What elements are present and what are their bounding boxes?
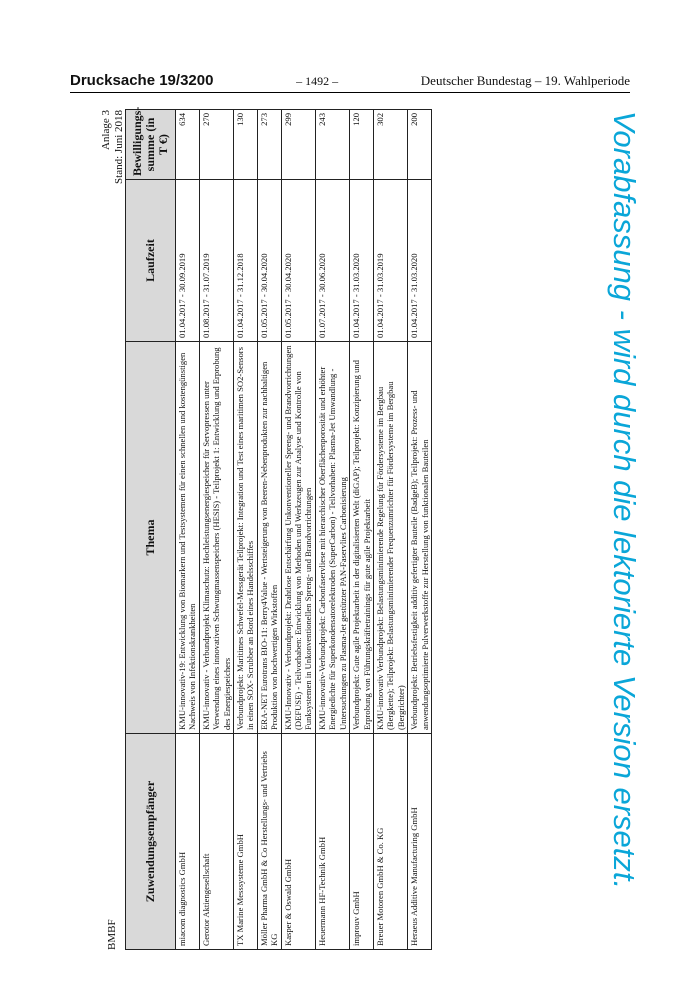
funding-table — [125, 106, 432, 950]
duration-cell: 01.04.2017 - 31.03.2020 — [350, 180, 374, 342]
recipient-cell: Möller Pharma GmbH & Co Herstellungs- und Vertriebs KG — [257, 734, 281, 950]
duration-cell: 01.04.2017 - 31.03.2020 — [408, 180, 432, 342]
landscape-header — [100, 110, 124, 950]
recipient-cell: Kasper & Oswald GmbH — [281, 734, 315, 950]
annex-info — [100, 110, 126, 184]
duration-cell: 01.04.2017 - 30.09.2019 — [176, 180, 200, 342]
table-row — [315, 110, 349, 950]
topic-cell: Verbundprojekt: Maritimes Schwefel-Messgerät Teilprojekt: Integration und Test eines maritimen SO2-Sensors in einen SOX- Scrubber an Bord eines Handelsschiffes — [234, 342, 258, 734]
table-row — [373, 110, 407, 950]
table-row — [176, 110, 200, 950]
table-row — [257, 110, 281, 950]
topic-cell: Verbundprojekt: Betriebsfestigkeit additiv gefertigter Bauteile (BadgeB); Teilprojekt: Prozess- und anwendungsoptimierte Pulverwerkstoffe zur Herstellung von funktionalen Bauteilen — [408, 342, 432, 734]
document-number — [70, 72, 213, 89]
topic-cell: Verbundprojekt: Gute agile Projektarbeit in der digitalisierten Welt (diGAP); Teilprojekt: Konzipierung und Erprobung von Führungskräftetrainings für gute agile Projektarbeit — [350, 342, 374, 734]
topic-cell: KMU-innovativ Verbundprojekt: Belastungsminimierende Regelung für Fördersysteme im Bergbau (Bergkette); Teilprojekt: Belastungsminimierender Frequenzumrichter für Fördersysteme im Bergbau (Bergrichter) — [373, 342, 407, 734]
table-row — [199, 110, 233, 950]
recipient-cell: improuv GmbH — [350, 734, 374, 950]
table-row — [281, 110, 315, 950]
landscape-page — [100, 106, 620, 950]
amount-cell: 273 — [257, 110, 281, 180]
header-topic: Thema — [126, 342, 176, 734]
table-row — [350, 110, 374, 950]
recipient-cell: TX Marine Messsysteme GmbH — [234, 734, 258, 950]
topic-cell: KMU-innovativ-19: Entwicklung von Biomarkern und Testsystemen für einen schnellen und kostengünstigen Nachweis von Infektionskrankheiten — [176, 342, 200, 734]
amount-cell: 200 — [408, 110, 432, 180]
topic-cell: KMU-innovativ-Verbundprojekt: Carbonfaservliese mit hierarchischer Oberflächenporosität und erhöhter Energiedichte für Superkondensatorelektroden (SuperCarbon) - Teilvorhaben: Plasma-Jet Umwandlung - Untersuchungen zu Plasma-Jet gestützter PAN-Faservlies Carbonisierung — [315, 342, 349, 734]
recipient-cell: Gerotor Aktiengesellschaft — [199, 734, 233, 950]
header-amount: Bewilligungs-summe (in T €) — [126, 110, 176, 180]
header-rule — [70, 92, 630, 93]
duration-cell: 01.05.2017 - 30.04.2020 — [281, 180, 315, 342]
institution-label: Deutscher Bundestag – 19. Wahlperiode — [420, 73, 630, 88]
recipient-cell: Heraeus Additive Manufacturing GmbH — [408, 734, 432, 950]
table-header-row — [126, 110, 176, 950]
topic-cell: ERA-NET Eurotrans BIO-11: Berry4Value - Wertsteigerung von Beeren-Nebenprodukten zur nachhaltigen Produktion von hochwertigen Wirkstoffen — [257, 342, 281, 734]
topic-cell: KMU-innovativ - Verbundprojekt Klimaschutz: Hochleistungsenergiespeicher für Servopressen unter Verwendung eines innovativen Schwungmassenspeichers (HESIS) - Teilprojekt 1: Entwicklung und Erprobung des Energiespeichers — [199, 342, 233, 734]
draft-watermark: Vorabfassung - wird durch die lektorierte Version ersetzt. — [607, 110, 642, 890]
header-duration: Laufzeit — [126, 180, 176, 342]
recipient-cell: Breuer Motoren GmbH & Co. KG — [373, 734, 407, 950]
topic-cell: KMU-Innovativ - Verbundprojekt: Drahtlose Entschärfung Unkonventioneller Spreng- und Brandvorrichtungen (DEFUSE) - Teilvorhaben: Entwicklung von Methoden und Werkzeugen zur Analyse und Kontrolle von Funksystemen in Unkonventionellen Spreng- und Brandvorrichtungen — [281, 342, 315, 734]
document-number-value: 3200 — [180, 72, 214, 89]
page-number: – 1492 – — [296, 74, 339, 88]
status-date: Stand: Juni 2018 — [113, 110, 125, 184]
recipient-cell: Heuermann HF-Technik GmbH — [315, 734, 349, 950]
duration-cell: 01.08.2017 - 31.07.2019 — [199, 180, 233, 342]
document-label: Drucksache 19/ — [70, 72, 181, 89]
ministry-label: BMBF — [106, 919, 118, 950]
annex-label: Anlage 3 — [100, 110, 112, 151]
duration-cell: 01.07.2017 - 30.06.2020 — [315, 180, 349, 342]
recipient-cell: miacom diagnostics GmbH — [176, 734, 200, 950]
duration-cell: 01.05.2017 - 30.04.2020 — [257, 180, 281, 342]
header-recipient: Zuwendungsempfänger — [126, 734, 176, 950]
amount-cell: 270 — [199, 110, 233, 180]
page-header — [70, 72, 630, 90]
table-row — [408, 110, 432, 950]
table-row — [234, 110, 258, 950]
amount-cell: 299 — [281, 110, 315, 180]
amount-cell: 243 — [315, 110, 349, 180]
amount-cell: 120 — [350, 110, 374, 180]
duration-cell: 01.04.2017 - 31.12.2018 — [234, 180, 258, 342]
amount-cell: 302 — [373, 110, 407, 180]
amount-cell: 130 — [234, 110, 258, 180]
amount-cell: 634 — [176, 110, 200, 180]
duration-cell: 01.04.2017 - 31.03.2019 — [373, 180, 407, 342]
